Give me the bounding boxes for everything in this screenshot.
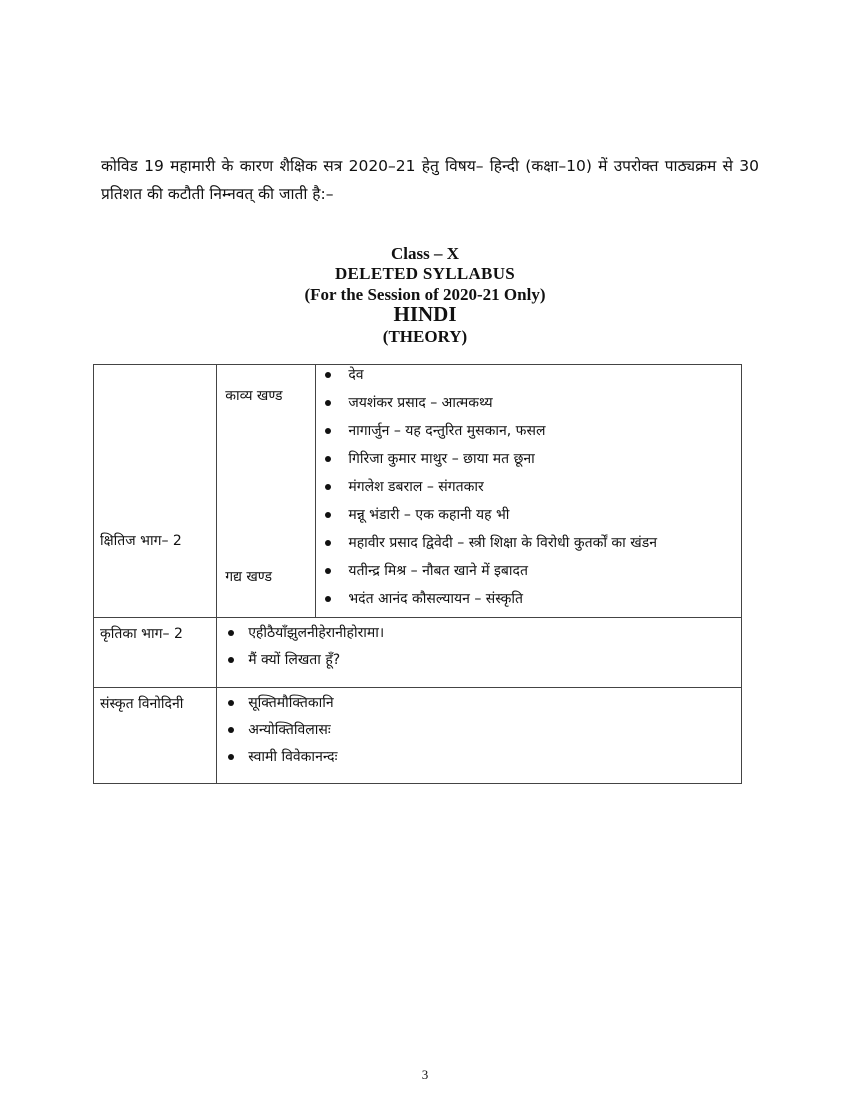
list-item: नागार्जुन – यह दन्तुरित मुसकान, फसल — [316, 421, 741, 442]
list-item: देव — [316, 365, 741, 386]
items-cell — [316, 365, 742, 618]
subject-heading: HINDI — [393, 302, 457, 326]
list-item: मैं क्यों लिखता हूँ? — [219, 650, 741, 671]
book-label: संस्कृत विनोदिनी — [100, 696, 184, 712]
book-cell — [94, 688, 217, 784]
theory-heading: (THEORY) — [382, 327, 468, 346]
list-item: गिरिजा कुमार माथुर – छाया मत छूना — [316, 449, 741, 470]
book-label: कृतिका भाग– 2 — [100, 626, 183, 642]
list-item: अन्योक्तिविलासः — [219, 720, 741, 741]
list-item: एहीठैयाँझुलनीहेरानीहोरामा। — [219, 623, 741, 644]
list-item: महावीर प्रसाद द्विवेदी – स्त्री शिक्षा के विरोधी कुतर्कों का खंडन — [316, 533, 731, 554]
items-cell — [217, 688, 742, 784]
kritika-item-list — [217, 618, 741, 671]
class-heading: Class – X — [390, 244, 459, 263]
session-heading: (For the Session of 2020-21 Only) — [304, 285, 546, 304]
deleted-syllabus-heading: DELETED SYLLABUS — [334, 264, 516, 283]
list-item: सूक्तिमौक्तिकानि — [219, 693, 741, 714]
list-item: मंगलेश डबराल – संगतकार — [316, 477, 741, 498]
list-item: यतीन्द्र मिश्र – नौबत खाने में इबादत — [316, 561, 741, 582]
items-cell — [217, 618, 742, 688]
section-cell — [217, 365, 316, 618]
sanskrit-item-list — [217, 688, 741, 768]
list-item: भदंत आनंद कौसल्यायन – संस्कृति — [316, 589, 741, 610]
book-cell — [94, 365, 217, 618]
book-label: क्षितिज भाग– 2 — [100, 533, 182, 549]
table-row — [94, 618, 742, 688]
list-item: जयशंकर प्रसाद – आत्मकथ्य — [316, 393, 741, 414]
section-label-kavya: काव्य खण्ड — [225, 388, 283, 404]
book-cell — [94, 618, 217, 688]
intro-paragraph: कोविड 19 महामारी के कारण शैक्षिक सत्र 2020–21 हेतु विषय– हिन्दी (कक्षा–10) में उपरोक्त पाठ्यक्रम से 30 प्रतिशत की कटौती निम्नवत् की जाती है:– — [101, 157, 759, 203]
section-label-gadya: गद्य खण्ड — [225, 569, 272, 585]
table-row — [94, 688, 742, 784]
table-row — [94, 365, 742, 618]
gadya-item-list — [316, 505, 741, 610]
page-number: 3 — [421, 1067, 429, 1082]
list-item: मन्नू भंडारी – एक कहानी यह भी — [316, 505, 741, 526]
list-item: स्वामी विवेकानन्दः — [219, 747, 741, 768]
kavya-item-list — [316, 365, 741, 498]
deleted-syllabus-table — [93, 364, 742, 784]
